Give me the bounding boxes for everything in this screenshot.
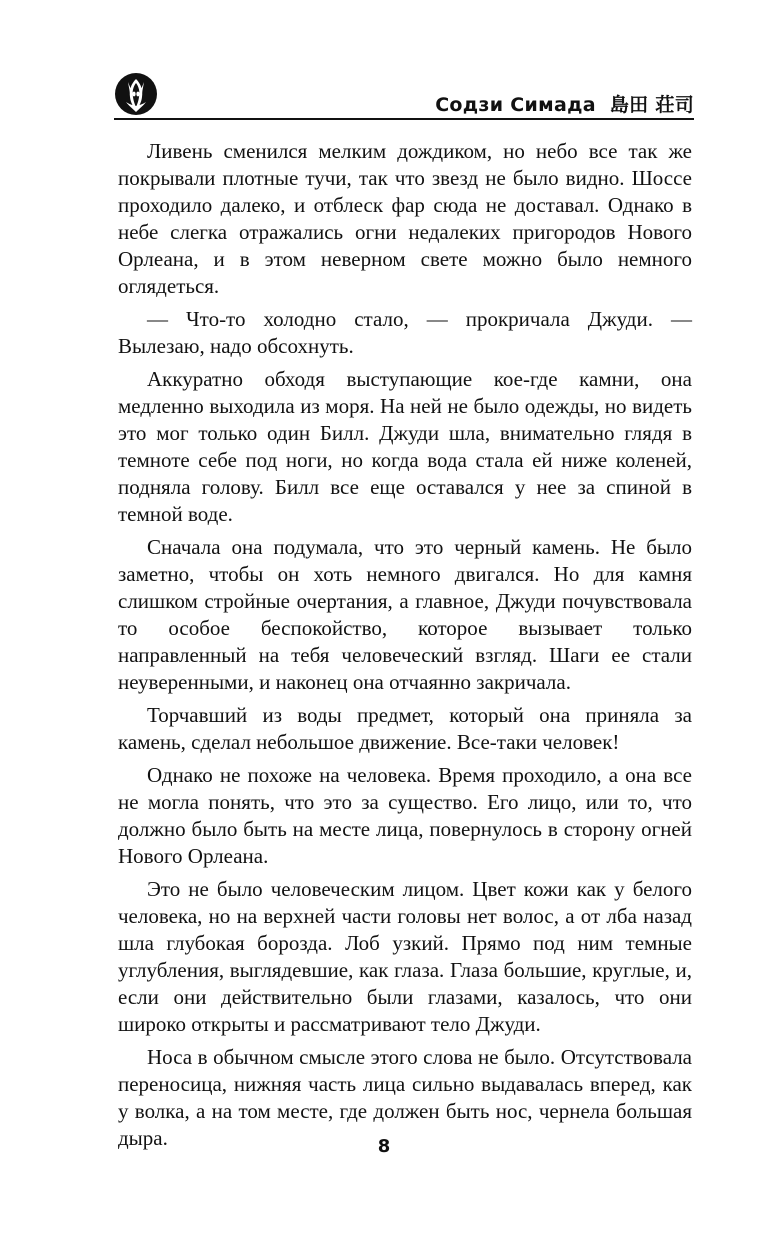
author-name-japanese: 島田 荘司 xyxy=(609,94,694,116)
paragraph: Это не было человеческим лицом. Цвет кожи как у белого человека, но на верхней части головы нет волос, а от лба назад шла глубокая борозда. Лоб узкий. Прямо под ним темные углубления, выглядевшие, как глаза. Глаза большие, круглые, и, если они действительно были глазами, казалось, что они широко открыты и рассматривают тело Джуди. xyxy=(118,877,692,1036)
paragraph: Однако не похоже на человека. Время проходило, а она все не могла понять, что это за существо. Его лицо, или то, что должно было быть на месте лица, повернулось в сторону огней Нового Орлеана. xyxy=(118,763,692,868)
paragraph: Аккуратно обходя выступающие кое-где камни, она медленно выходила из моря. На ней не было одежды, но видеть это мог только один Билл. Джуди шла, внимательно глядя в темноте себе под ноги, но когда вода стала ей ниже коленей, подняла голову. Билл все еще оставался у нее за спиной в темной воде. xyxy=(118,367,692,526)
body-text xyxy=(118,138,692,1158)
running-header xyxy=(114,50,694,124)
author-name-russian: Содзи Симада xyxy=(435,94,596,116)
header-rule xyxy=(114,118,694,120)
demon-head-icon xyxy=(114,72,158,116)
paragraph: Носа в обычном смысле этого слова не было. Отсутствовала переносица, нижняя часть лица сильно выдавалась вперед, как у волка, а на том месте, где должен быть нос, чернела большая дыра. xyxy=(118,1045,692,1150)
paragraph: — Что-то холодно стало, — прокричала Джуди. — Вылезаю, надо обсохнуть. xyxy=(118,307,692,358)
running-head-title xyxy=(435,90,694,117)
paragraph: Сначала она подумала, что это черный камень. Не было заметно, чтобы он хоть немного двигался. Но для камня слишком стройные очертания, а главное, Джуди почувствовала то особое беспокойство, которое вызывает только направленный на тебя человеческий взгляд. Шаги ее стали неуверенными, и наконец она отчаянно закричала. xyxy=(118,535,692,694)
paragraph: Ливень сменился мелким дождиком, но небо все так же покрывали плотные тучи, так что звезд не было видно. Шоссе проходило далеко, и отблеск фар сюда не доставал. Однако в небе слегка отражались огни недалеких пригородов Нового Орлеана, и в этом неверном свете можно было немного оглядеться. xyxy=(118,139,692,298)
paragraph: Торчавший из воды предмет, который она приняла за камень, сделал небольшое движение. Все-таки человек! xyxy=(118,703,692,754)
page-number: 8 xyxy=(377,1136,391,1157)
